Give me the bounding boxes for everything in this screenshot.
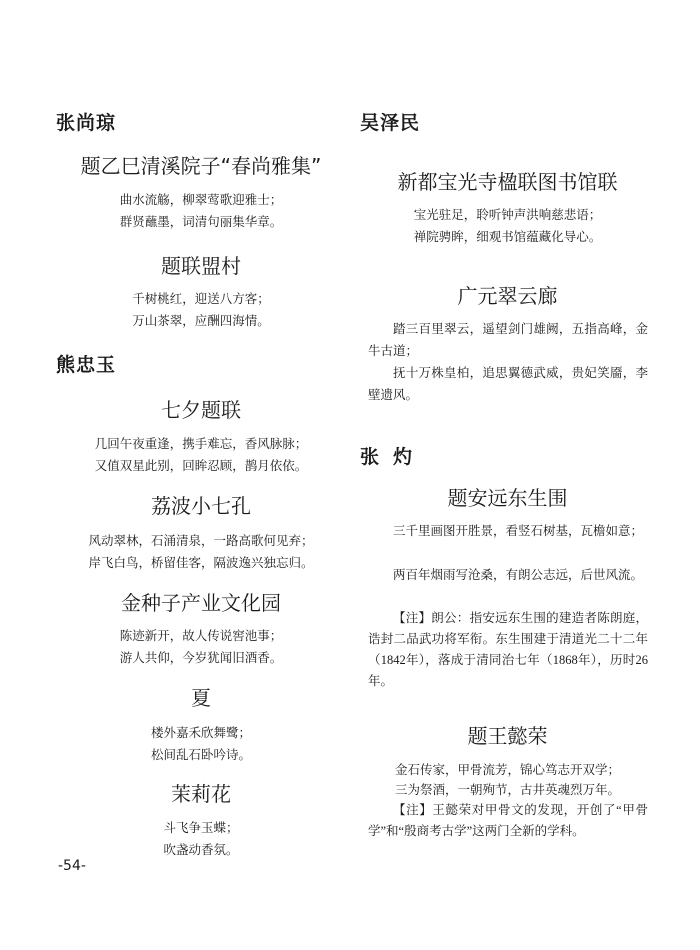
author-xiong-zhongyu: 熊忠玉 — [56, 354, 117, 376]
poem-paragraph: 两百年烟雨写沧桑，有朗公志远，后世风流。 — [393, 567, 644, 582]
poem-title: 题乙巳清溪院子“春尚雅集” — [80, 154, 322, 178]
poem-line: 几回午夜重逢，携手难忘，香风脉脉； — [94, 436, 308, 451]
author-zhang-shangqiong: 张尚琼 — [56, 112, 117, 134]
poem-line: 岸飞白鸟，桥留佳客，隔波逸兴独忘归。 — [88, 555, 314, 570]
poem-line: 三为祭酒，一朝殉节，古井英魂烈万年。 — [394, 782, 620, 797]
author-zhang-zhuo: 张灼 — [360, 446, 427, 468]
poem-title: 广元翠云廊 — [457, 284, 558, 308]
poem-line: 风动翠林，石涌清泉，一路高歌何见弃； — [88, 533, 314, 548]
poem-title: 荔波小七孔 — [151, 494, 251, 518]
poem-line: 金石传家，甲骨流芳，锦心笃志开双学； — [394, 762, 620, 777]
poem-line: 斗飞争玉蝶； — [163, 820, 239, 835]
poem-line: 群贤蘸墨，词清句丽集华章。 — [119, 214, 283, 229]
poem-title: 夏 — [191, 686, 211, 710]
poem-title: 题联盟村 — [161, 254, 241, 278]
poem-title: 新都宝光寺楹联图书馆联 — [397, 170, 618, 194]
poem-title: 金种子产业文化园 — [121, 591, 281, 615]
poem-line: 吹盏动香氛。 — [163, 842, 239, 857]
poem-line: 又值双星此别，回眸忍顾，鹊月依依。 — [94, 458, 308, 473]
poem-paragraph: 抚十万株皇柏，追思翼德武威，贵妃笑靥，李壁遗风。 — [368, 365, 648, 402]
poem-line: 禅院骋眸，细观书馆蕴藏化导心。 — [413, 229, 602, 244]
poem-line: 松间乱石卧吟诗。 — [150, 747, 251, 762]
poem-line: 陈迹新开，故人传说窖池事； — [119, 628, 283, 643]
poem-title: 题安远东生围 — [447, 486, 568, 510]
poem-line: 千树桃红，迎送八方客； — [132, 291, 270, 306]
poem-paragraph: 踏三百里翠云，遥望剑门雄阙，五指高峰，金牛古道； — [368, 321, 648, 358]
poem-title: 题王懿荣 — [467, 724, 548, 748]
annotation-note: 【注】朗公：指安远东生围的建造者陈朗庭，诰封二品武功将军衔。东生围建于清道光二十二年（1842年），落成于清同治七年（1868年），历时26年。 — [368, 611, 648, 688]
poem-paragraph: 三千里画图开胜景，看竖石树基，瓦檐如意； — [393, 523, 644, 538]
poem-line: 曲水流觞，柳翠莺歌迎雅士； — [119, 192, 283, 207]
author-wu-zemin: 吴泽民 — [360, 112, 421, 134]
poem-line: 万山茶翠，应酬四海情。 — [132, 313, 270, 328]
page-number: -54- — [58, 858, 86, 874]
annotation-note: 【注】王懿荣对甲骨文的发现，开创了“甲骨学”和“殷商考古学”这两门全新的学科。 — [368, 803, 648, 838]
poem-line: 游人共仰，今岁犹闻旧酒香。 — [119, 650, 283, 665]
poem-line: 宝光驻足，聆听钟声洪响慈悲语； — [413, 207, 602, 222]
poem-title: 七夕题联 — [161, 398, 241, 422]
poem-line: 楼外嘉禾欣舞鹭； — [150, 725, 251, 740]
poem-title: 茉莉花 — [171, 782, 231, 806]
